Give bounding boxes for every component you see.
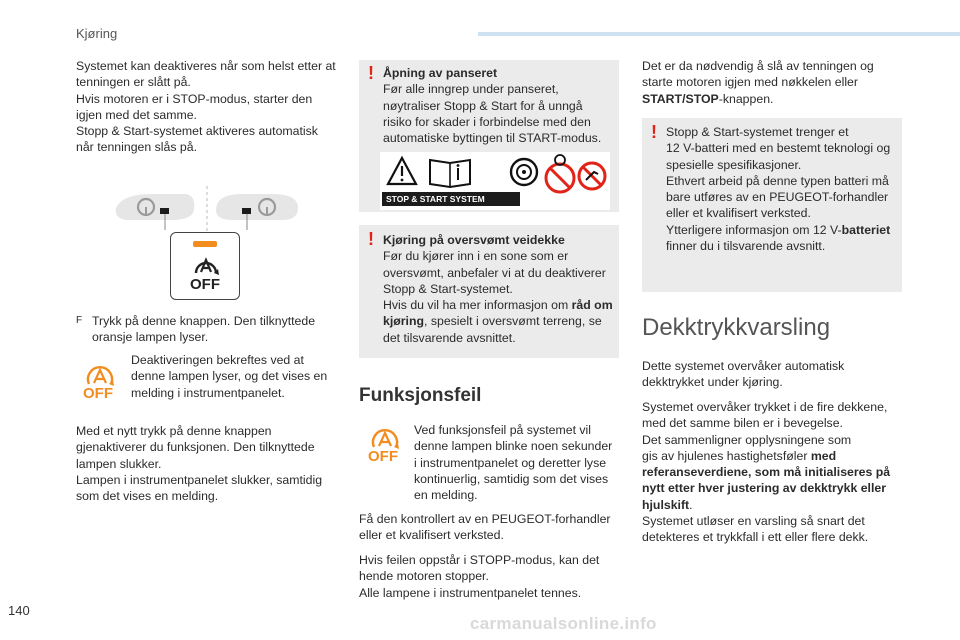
- text-line: spesielle spesifikasjoner.: [666, 157, 802, 172]
- text-line: automatiske byttingen til START-modus.: [383, 131, 602, 146]
- text-line: Det sammenligner opplysningene som: [642, 432, 852, 447]
- bold-span: referanseverdiene, som må initialiseres på: [642, 465, 891, 480]
- text-line: risiko for skader i forbindelse med den: [383, 114, 591, 129]
- text-line: denne lampen lyser, og det vises en: [131, 369, 328, 384]
- text-line: Stopp & Start-systemet trenger et: [666, 125, 849, 139]
- text-line: når tenningen slås på.: [76, 140, 198, 155]
- text-line: igjen med det samme.: [76, 107, 197, 122]
- text-line: med det samme bilen er i bevegelse.: [642, 416, 843, 431]
- malfunction-heading: Funksjonsfeil: [359, 385, 482, 406]
- text-line: eller et kvalifisert verksted.: [666, 206, 811, 221]
- text-line: det tilsvarende avsnittet.: [383, 330, 516, 345]
- text-line: Lampen i instrumentpanelet slukker, samtidig: [76, 472, 323, 487]
- orange-lamp: [193, 241, 217, 247]
- tyre-intro: [642, 358, 912, 391]
- bullet-step: [76, 313, 356, 346]
- text-line: dekktrykket under kjøring.: [642, 375, 783, 390]
- text-line: Ethvert arbeid på denne typen batteri må: [666, 173, 889, 188]
- text-line: Ved funksjonsfeil på systemet vil: [414, 423, 592, 437]
- text-line: [642, 91, 912, 107]
- text-line: Dette systemet overvåker automatisk: [642, 359, 845, 373]
- stop-start-button-icon: [191, 255, 221, 277]
- stop-mode-text: [359, 552, 629, 601]
- stop-start-off-icon: [80, 365, 116, 405]
- car-interior-illustration: [112, 186, 302, 236]
- text-line: [383, 297, 617, 313]
- box-title: Kjøring på oversvømt veidekke: [383, 233, 565, 247]
- text-line: kontinuerlig, samtidig som det vises: [414, 471, 609, 486]
- bold-span: batteriet: [841, 222, 891, 237]
- tyre-heading: Dekktrykkvarsling: [642, 314, 831, 341]
- text-line: Trykk på denne knappen. Den tilknyttede: [92, 314, 316, 328]
- off-label: OFF: [368, 448, 398, 465]
- stop-start-off-icon: [365, 428, 401, 470]
- battery-warning-box: [642, 118, 902, 292]
- text-line: [642, 480, 917, 496]
- watermark: carmanualsonline.info: [470, 614, 657, 633]
- text-line: [642, 464, 917, 480]
- text-line: Deaktiveringen bekreftes ved at: [131, 353, 304, 367]
- text-line: 12 V-batteri med en bestemt teknologi og: [666, 141, 891, 156]
- text-line: nøytraliser Stopp & Start for å unngå: [383, 98, 583, 113]
- dealer-text: [359, 511, 629, 544]
- text-line: Med et nytt trykk på denne knappen: [76, 424, 272, 438]
- text-line: finner du i tilsvarende avsnitt.: [666, 239, 826, 254]
- bonnet-warning-box: [359, 60, 619, 212]
- text-line: Før du kjører inn i en sone som er: [383, 249, 569, 264]
- text-line: starte motoren igjen med nøkkelen eller: [642, 75, 858, 90]
- text-span: , spesielt i oversvømt terreng, se: [424, 314, 602, 329]
- page-number: 140: [8, 603, 30, 618]
- text-line: i instrumentpanelet og deretter lyse: [414, 455, 607, 470]
- text-line: Systemet kan deaktiveres når som helst etter at: [76, 59, 336, 73]
- text-line: Hvis motoren er i STOP-modus, starter den: [76, 91, 313, 106]
- text-line: [666, 222, 900, 238]
- bold-span: hjulskift: [642, 497, 690, 512]
- exclamation-icon: !: [368, 229, 374, 249]
- stop-start-off-button[interactable]: [170, 232, 240, 300]
- button-label: OFF: [190, 276, 220, 293]
- text-line: eller et kvalifisert verksted.: [359, 528, 504, 543]
- text-line: [642, 448, 917, 464]
- flood-warning-box: [359, 225, 619, 358]
- text-line: denne lampen blinke noen sekunder: [414, 439, 613, 454]
- text-line: en melding.: [414, 488, 478, 503]
- text-span: Ytterligere informasjon om 12 V-: [666, 222, 842, 237]
- text-line: oversvømt, anbefaler vi at du deaktiverer: [383, 265, 606, 280]
- exclamation-icon: !: [651, 122, 657, 142]
- text-line: gjenaktiverer du funksjonen. Den tilknyttede: [76, 440, 315, 455]
- col1-intro: [76, 58, 346, 156]
- text-line: Hvis feilen oppstår i STOPP-modus, kan det: [359, 553, 600, 567]
- text-line: detekteres et trykkfall i ett eller flere dekk.: [642, 530, 869, 545]
- confirm-text: [131, 352, 346, 401]
- text-span: gis av hjulenes hastighetsføler: [642, 448, 811, 463]
- bold-span: nytt etter hver justering av dekktrykk eller: [642, 481, 886, 496]
- text-line: [383, 313, 617, 329]
- text-span: Hvis du vil ha mer informasjon om: [383, 298, 572, 313]
- tyre-description: [642, 399, 917, 546]
- warning-label-image: [380, 152, 610, 210]
- off-label: OFF: [83, 385, 113, 402]
- text-line: som det vises en melding.: [76, 489, 219, 504]
- bold-span: med: [810, 448, 837, 463]
- label-banner: STOP & START SYSTEM: [382, 192, 520, 206]
- text-line: Systemet overvåker trykket i de fire dekkene,: [642, 400, 888, 414]
- text-span: -knappen.: [718, 91, 774, 106]
- text-line: [642, 497, 917, 513]
- text-line: bare utføres av en PEUGEOT-forhandler: [666, 190, 889, 205]
- text-line: hende motoren stopper.: [359, 569, 489, 584]
- text-line: Systemet utløser en varsling så snart det: [642, 514, 865, 529]
- text-line: oransje lampen lyser.: [92, 330, 209, 345]
- exclamation-icon: !: [368, 63, 374, 83]
- page-header-title: Kjøring: [76, 26, 118, 41]
- bold-span: kjøring: [383, 314, 424, 329]
- header-accent-bar: [478, 32, 960, 36]
- text-span: .: [689, 497, 693, 512]
- text-line: lampen slukker.: [76, 456, 162, 471]
- text-line: Før alle inngrep under panseret,: [383, 82, 559, 97]
- bullet-marker: F: [76, 315, 83, 326]
- text-line: Få den kontrollert av en PEUGEOT-forhandler: [359, 512, 611, 526]
- text-line: Alle lampene i instrumentpanelet tennes.: [359, 585, 582, 600]
- text-line: tenningen er slått på.: [76, 75, 191, 90]
- bold-span: råd om: [571, 298, 613, 313]
- text-line: Stopp & Start-systemet.: [383, 281, 513, 296]
- malfunction-text: [414, 422, 624, 503]
- reactivate-text: [76, 423, 356, 504]
- bold-span: START/STOP: [642, 91, 719, 106]
- restart-text: [642, 58, 912, 107]
- text-line: melding i instrumentpanelet.: [131, 385, 285, 400]
- text-line: Det er da nødvendig å slå av tenningen og: [642, 59, 874, 73]
- text-line: Stopp & Start-systemet aktiveres automatisk: [76, 124, 318, 139]
- box-title: Åpning av panseret: [383, 66, 498, 80]
